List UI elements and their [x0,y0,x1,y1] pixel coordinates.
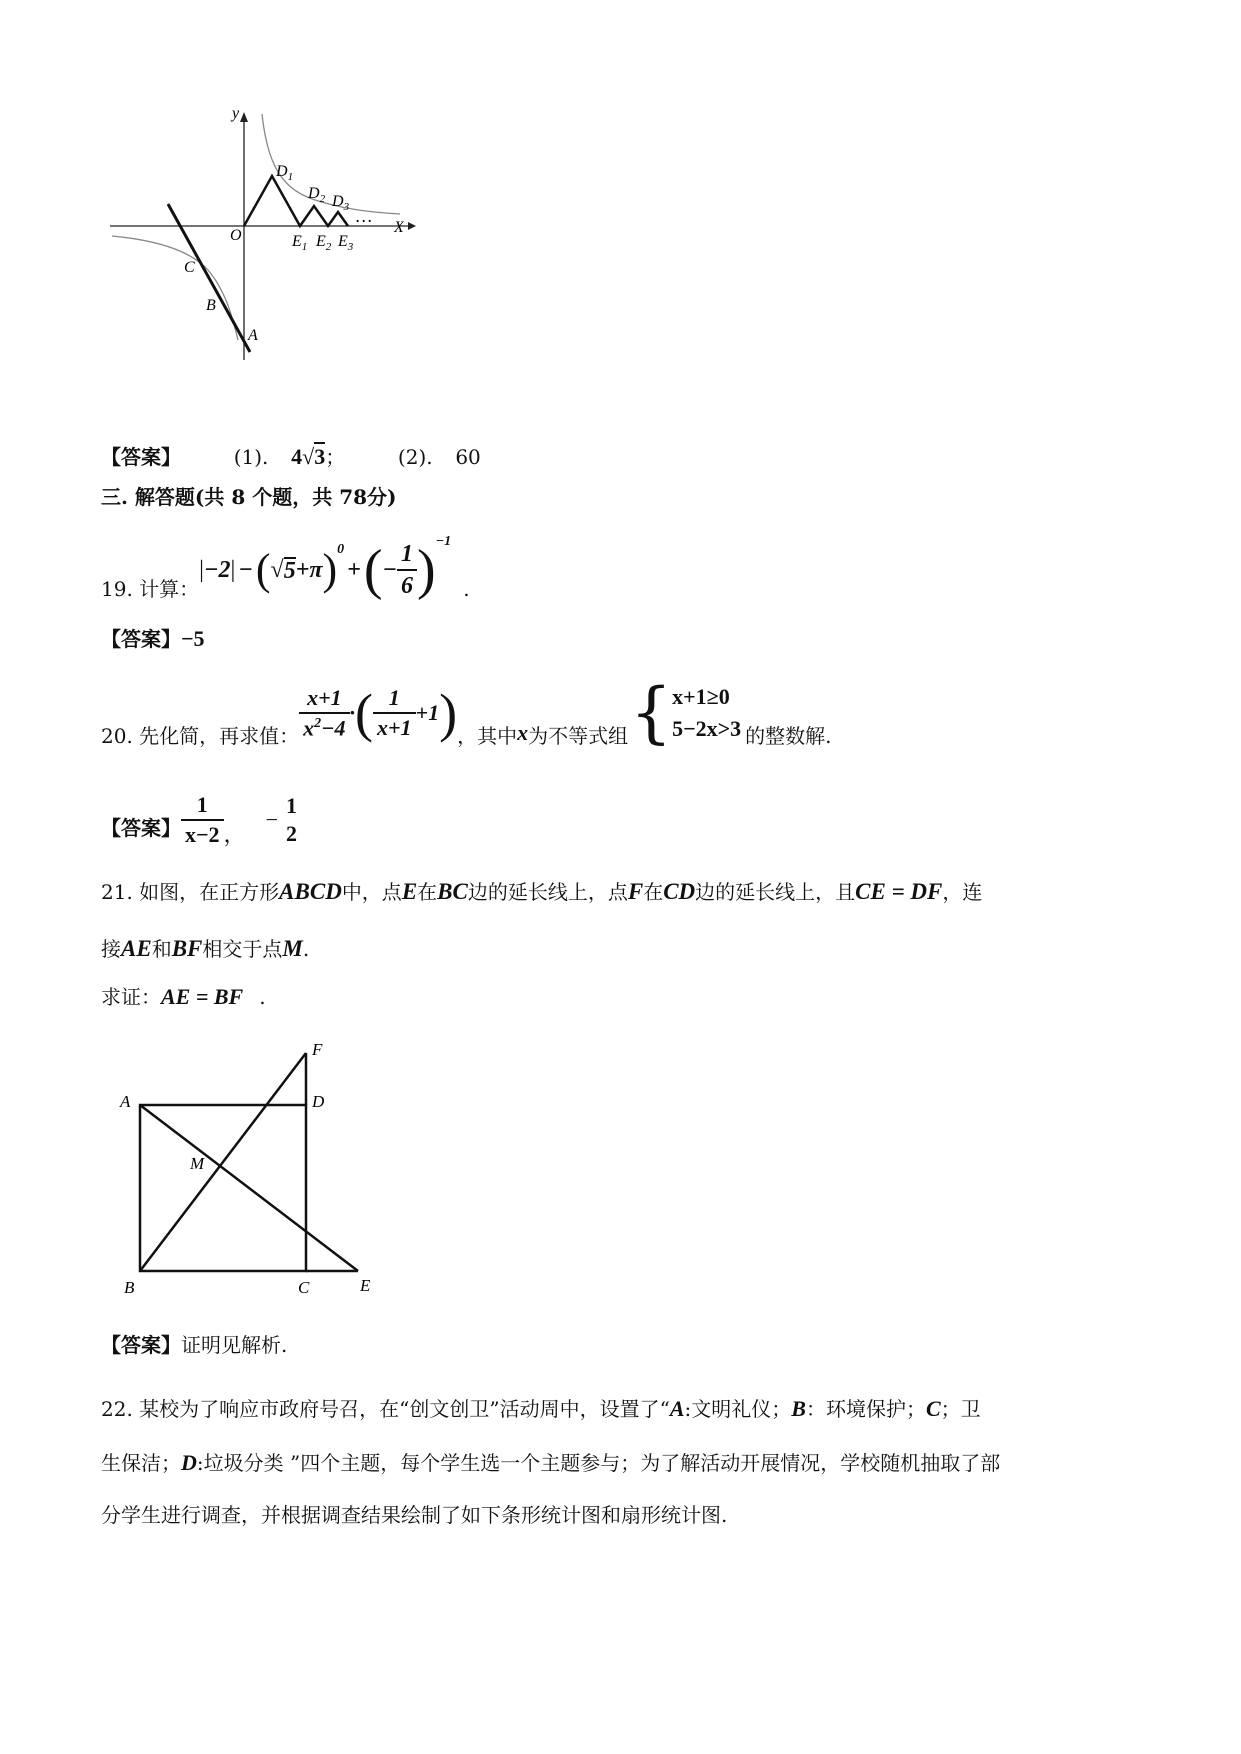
answer-tag: 【答案】 [101,445,181,469]
q21-text: 边的延长线上，且 [695,880,856,904]
label-d: D [312,1092,325,1111]
e3-label: $E_3$ [338,233,354,253]
q19-exp-neg1: −1 [435,534,452,549]
part1-radicand: 3 [314,444,326,469]
q20-ineq2: 5−2x>3 [672,716,742,741]
square-figure [110,1035,390,1295]
q19-plus: + [347,557,361,583]
q22-text: :文明礼仪； [684,1397,792,1421]
q21-bf: BF [171,936,203,961]
q21-text: 21. 如图，在正方形 [101,880,280,904]
q20-den: x [303,715,315,741]
q21-text: 在 [417,880,438,904]
q21-prove [101,986,266,1008]
hyperbola-branch-left [112,236,238,340]
q21-prove-expr: AE = BF [161,984,244,1009]
label-c: C [298,1278,310,1295]
q22-a: A [669,1396,685,1421]
a-label: A [248,327,258,344]
q20-inner-den: x+1 [373,712,416,739]
q20-ineq1: x+1≥0 [672,684,730,709]
label-e: E [360,1276,371,1295]
part1-coef: 4 [291,444,303,469]
c-label: C [184,259,195,276]
q19-answer-value: −5 [181,626,205,651]
answer-tag: 【答案】 [101,1333,181,1357]
q20-ans2-num: 1 [285,793,297,818]
b-label: B [206,297,216,314]
q19-exp0: 0 [337,542,345,557]
q20-var: x [517,720,529,745]
q20-den-rest: −4 [321,715,346,741]
section-3-title: 三. 解答题(共 8 个题，共 78分) [101,485,397,509]
q21-cd: CD [663,879,696,904]
q21-answer [101,1335,287,1355]
hyperbola-figure [110,100,470,400]
q20-num: x+1 [307,684,342,710]
q20-ans-den: x−2 [181,819,224,846]
q21-answer-text: 证明见解析. [181,1333,288,1357]
q20-mid2: 为不等式组 [528,724,629,748]
q20-inner-num: 1 [388,685,400,710]
q20-ans2-sign: − [265,807,278,832]
q21-text: ，连 [942,880,983,904]
q21-text: 和 [151,937,172,961]
label-m: M [190,1154,205,1173]
q19-question: 19. 计算： | −2 | − ( √ 5 +π ) $^0$ + ( − $\frac{1}{6}$ ) $^{-1}$ . [101,535,470,605]
part1-sep: ； [325,445,346,469]
q20-suffix: 的整数解. [745,724,832,748]
q22-text: :垃圾分类 ”四个主题，每个学生选一个主题参与；为了解活动开展情况，学校随机抽取了部 [196,1451,1001,1475]
q21-line2 [101,937,309,960]
q21-text: . [302,937,310,961]
q19-neg: − [382,557,398,583]
q21-text: 中，点 [341,880,402,904]
square-abcd [140,1105,306,1271]
q19-answer [101,628,205,650]
d3-label: $D_3$ [332,193,350,213]
dots-label: … [356,206,373,226]
part2-value: 60 [455,445,481,469]
q22-line2 [101,1452,1000,1474]
part2-label: (2). [397,445,433,469]
q21-f: F [627,879,644,904]
q21-prove-end: . [259,985,266,1009]
q19-frac-num: 1 [401,541,414,567]
d2-label: $D_2$ [308,185,326,205]
q20-prefix: 20. 先化简，再求值： [101,724,300,748]
answer-tag: 【答案】 [101,816,181,840]
q22-b: B [791,1396,806,1421]
q19-minus: − [238,557,253,583]
q20-den-exp: 2 [314,715,322,731]
q19-abs: −2 [203,557,231,583]
q21-text: 在 [643,880,664,904]
q19-prefix: 19. 计算： [101,577,200,601]
q19-plus-pi: +π [295,557,323,583]
y-label: y [232,105,240,122]
q20-answer [101,776,301,846]
part1-label: (1). [233,445,269,469]
q22-text: ：环境保护； [805,1397,926,1421]
q21-ae: AE [121,936,152,961]
label-b: B [124,1278,135,1295]
x-label: X [394,219,404,236]
q22-text: ；卫 [940,1397,981,1421]
q22-line3: 分学生进行调查，并根据调查结果绘制了如下条形统计图和扇形统计图. [101,1503,728,1527]
answer-tag: 【答案】 [101,627,181,651]
origin-label: O [230,227,242,244]
segment-bf [140,1053,306,1271]
e2-label: $E_2$ [316,233,332,253]
q21-prove-label: 求证： [101,985,161,1009]
q19-radicand: 5 [283,558,296,584]
q19-frac-den: 6 [397,569,417,598]
q20-dot: · [349,700,356,725]
q20-ans2-den: 2 [285,821,297,846]
q20-inner-plus: +1 [415,700,440,725]
q21-m: M [282,936,303,961]
label-f: F [312,1040,323,1059]
q20-question: 20. 先化简，再求值： $\frac{x+1}{x^2-4}$ · ( $\frac{1}{x+1}$ +1 ) ，其中 x 为不等式组 { x+1≥0 5−2x>3 的整数解. [101,672,832,754]
q21-ce-df: CE = DF [855,879,943,904]
e1-label: $E_1$ [292,233,308,253]
q21-text: 接 [101,937,121,961]
x-axis-arrow [408,222,416,230]
q22-text: 生保洁； [101,1451,181,1475]
q20-ans-num: 1 [196,792,208,817]
q22-text: 22. 某校为了响应市政府号召，在“创文创卫”活动周中，设置了“ [101,1397,670,1421]
q21-line1 [101,880,982,903]
q21-e: E [401,879,418,904]
q22-d: D [181,1450,197,1475]
q21-text: 边的延长线上，点 [467,880,628,904]
y-axis-arrow [240,112,248,122]
q18-answer: 【答案】 (1). 4√3； (2). 60 [101,444,481,469]
q20-mid: ，其中 [457,724,518,748]
d1-label: $D_1$ [276,163,294,183]
q21-abcd: ABCD [279,879,342,904]
q21-bc: BC [437,879,468,904]
q22-c: C [925,1396,941,1421]
q21-text: 相交于点 [202,937,283,961]
label-a: A [120,1092,131,1111]
q20-ans-sep: ， [223,822,246,847]
q19-end: . [463,577,470,601]
q22-line1 [101,1398,981,1420]
